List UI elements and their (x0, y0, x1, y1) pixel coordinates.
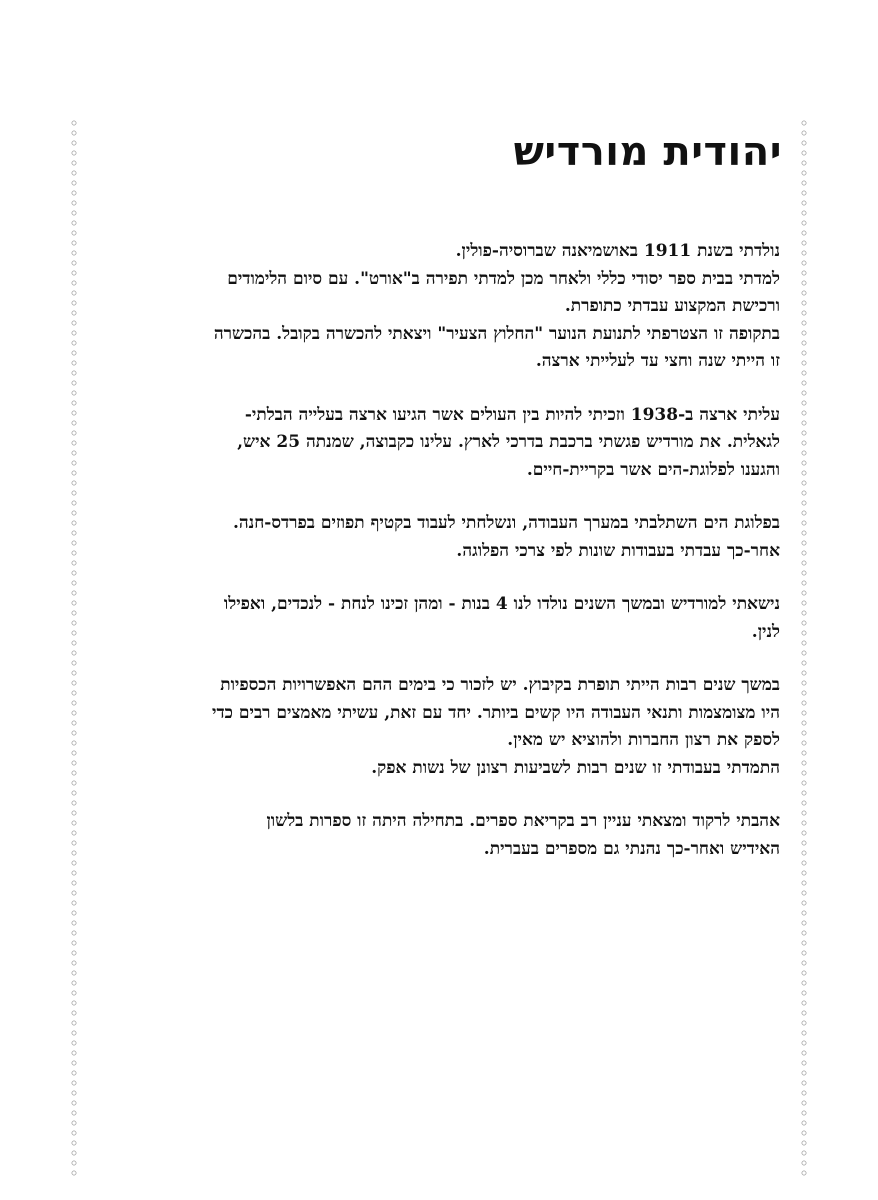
text-line: למדתי בבית ספר יסודי כללי ולאחר מכן למדתי תפירה ב"אורט". עם סיום הלימודים (227, 268, 780, 289)
text-line: עליתי ארצה ב-1938 וזכיתי להיות בין העולים אשר הגיעו ארצה בעלייה הבלתי- (244, 404, 780, 425)
text-line: בפלוגת הים השתלבתי במערך העבודה, ונשלחתי לעבוד בקטיף תפוזים בפרדס-חנה. (232, 513, 780, 533)
text-line: אחר-כך עבדתי בעבודות שונות לפי צרכי הפלוגה. (456, 540, 780, 561)
text-line: לנין. (751, 621, 780, 642)
right-decorative-border (800, 118, 808, 1178)
text-line: התמדתי בעבודתי זו שנים רבות לשביעות רצונן של נשות אפק. (371, 757, 780, 778)
text-line: אהבתי לרקוד ומצאתי עניין רב בקריאת ספרים. בתחילה היתה זו ספרות בלשון (266, 811, 780, 831)
text-line: ורכישת המקצוע עבדתי כתופרת. (564, 296, 780, 316)
text-line: במשך שנים רבות הייתי תופרת בקיבוץ. יש לזכור כי בימים ההם האפשרויות הכספיות (220, 675, 780, 695)
paragraph-work (90, 510, 780, 565)
text-line: לספק את רצון החברות ולהוציא יש מאין. (507, 730, 780, 750)
paragraph-family (90, 591, 780, 646)
text-line: היו מצומצמות ותנאי העבודה היו קשים ביותר. יחד עם זאת, עשיתי מאמצים רבים כדי (212, 702, 780, 723)
document-body (90, 238, 780, 889)
text-line: בתקופה זו הצטרפתי לתנועת הנוער "החלוץ הצעיר" ויצאתי להכשרה בקובל. בהכשרה (213, 323, 780, 344)
text-line: זו הייתי שנה וחצי עד לעלייתי ארצה. (535, 351, 780, 371)
paragraph-aliyah (90, 402, 780, 485)
text-line: נולדתי בשנת 1911 באושמיאנה שברוסיה-פולין. (455, 241, 780, 261)
page-title: יהודית מורדיש (513, 129, 782, 175)
left-decorative-border (70, 118, 78, 1178)
text-line: האידיש ואחר-כך נהנתי גם מספרים בעברית. (483, 838, 780, 859)
text-line: והגענו לפלוגת-הים אשר בקריית-חיים. (526, 459, 780, 480)
text-line: לגאלית. את מורדיש פגשתי ברכבת בדרכי לארץ. עלינו כקבוצה, שמנתה 25 איש, (237, 432, 780, 452)
paragraph-birth-education (90, 238, 780, 376)
paragraph-seamstress (90, 672, 780, 782)
paragraph-hobbies (90, 808, 780, 863)
text-line: נישאתי למורדיש ובמשך השנים נולדו לנו 4 בנות - ומהן זכינו לנחת - לנכדים, ואפילו (223, 594, 780, 614)
